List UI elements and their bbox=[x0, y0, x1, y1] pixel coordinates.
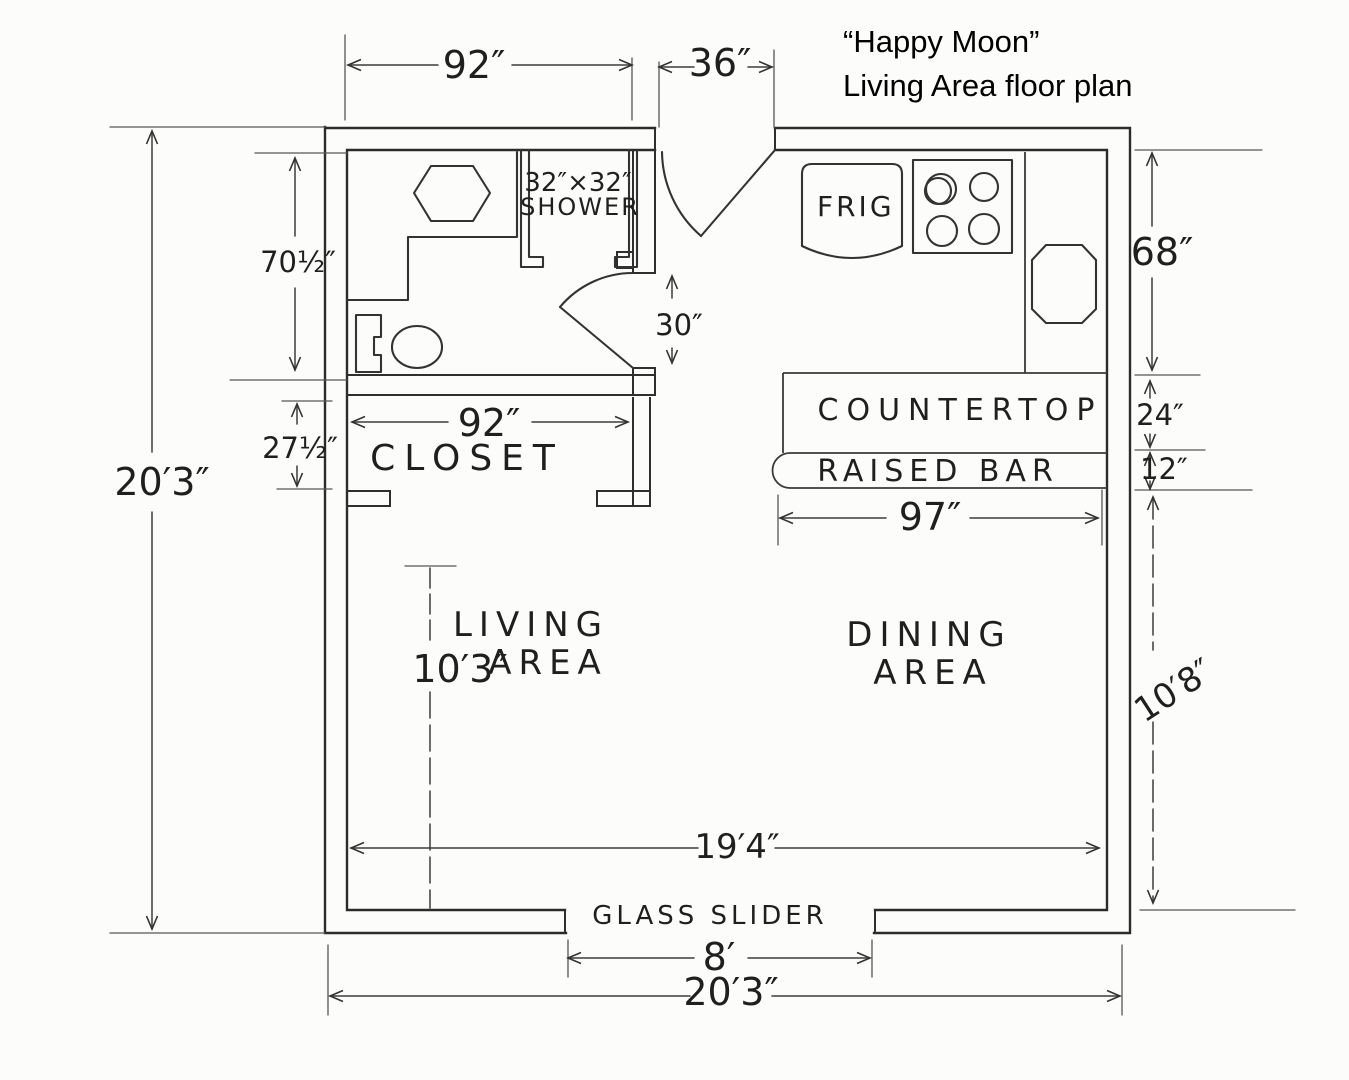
dim-overall-width: 20′3″ bbox=[683, 970, 779, 1014]
glass-slider-label: GLASS SLIDER bbox=[592, 901, 828, 931]
bathroom bbox=[347, 150, 640, 372]
dim-dining-length: 10′8″ bbox=[1127, 650, 1221, 731]
living-area-label-line2: AREA bbox=[488, 643, 608, 683]
walls bbox=[325, 127, 1130, 933]
kitchen-sink-octagon bbox=[1032, 245, 1096, 323]
dim-raised-bar-depth: 12″ bbox=[1140, 452, 1188, 486]
shower-label: SHOWER bbox=[520, 193, 640, 221]
plan-title-line1: “Happy Moon” bbox=[843, 24, 1040, 59]
bathroom-door-swing-arc bbox=[560, 273, 633, 307]
entry-door-leaf bbox=[701, 150, 775, 236]
stove-burners bbox=[925, 173, 999, 246]
countertop-label: COUNTERTOP bbox=[817, 393, 1103, 428]
outer-wall bbox=[325, 127, 1130, 933]
closet-right-wall bbox=[633, 398, 650, 506]
toilet-bowl bbox=[392, 326, 442, 368]
dim-bath-depth: 70½″ bbox=[260, 245, 336, 279]
dim-countertop-depth: 24″ bbox=[1136, 398, 1184, 432]
dim-living-length: 10′3″ bbox=[412, 647, 508, 691]
dim-slider-width: 8′ bbox=[702, 935, 736, 979]
dining-area-label-line1: DINING bbox=[846, 615, 1012, 655]
burner bbox=[970, 173, 998, 201]
extension-lines bbox=[110, 35, 1295, 1015]
burner bbox=[969, 214, 999, 244]
stove bbox=[913, 160, 1012, 253]
raised-bar-label: RAISED BAR bbox=[817, 454, 1059, 489]
living-area-label-line1: LIVING bbox=[452, 605, 610, 645]
bathroom-door-leaf bbox=[560, 307, 633, 368]
bathroom-south-wall bbox=[347, 375, 655, 395]
burner bbox=[927, 216, 957, 246]
fridge-label: FRIG bbox=[817, 190, 895, 223]
entry-door-swing-arc bbox=[662, 152, 701, 236]
closet-label: CLOSET bbox=[370, 438, 564, 479]
dim-raised-bar-width: 97″ bbox=[898, 495, 962, 539]
toilet-tank bbox=[356, 315, 381, 372]
vanity-counter bbox=[347, 152, 517, 300]
burner bbox=[925, 178, 951, 204]
shower-size-label: 32″×32″ bbox=[524, 168, 632, 198]
dim-entry-width: 36″ bbox=[688, 41, 752, 85]
dim-interior-width: 19′4″ bbox=[694, 827, 780, 867]
dim-bath-width: 92″ bbox=[442, 43, 506, 87]
sink-hexagon bbox=[414, 166, 490, 221]
title-block bbox=[843, 24, 1133, 103]
dim-kitchen-depth: 68″ bbox=[1130, 230, 1194, 274]
inner-wall-face bbox=[347, 150, 1107, 910]
wall-jambs bbox=[565, 128, 875, 933]
dining-area-label-line2: AREA bbox=[873, 653, 993, 693]
dim-closet-width: 92″ bbox=[457, 401, 521, 445]
dim-bath-door: 30″ bbox=[655, 308, 703, 342]
plan-title-line2: Living Area floor plan bbox=[843, 68, 1133, 103]
closet-front-wall bbox=[347, 491, 650, 506]
dim-overall-height: 20′3″ bbox=[114, 460, 210, 504]
kitchen bbox=[773, 152, 1108, 489]
dim-closet-depth: 27½″ bbox=[262, 431, 338, 465]
